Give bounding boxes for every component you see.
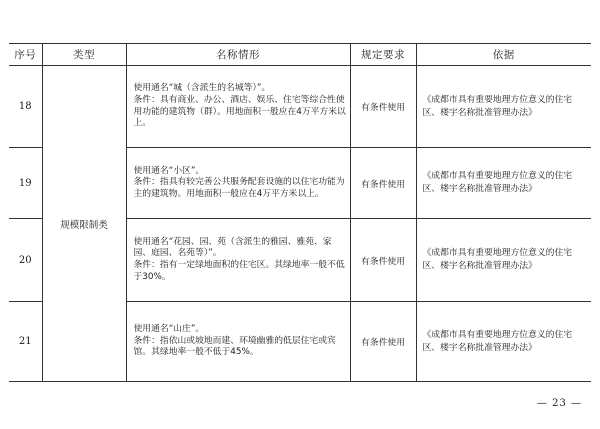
header-requirement: 规定要求: [350, 44, 416, 66]
condition-line: 条件：指依山或坡地而建、环境幽雅的低层住宅或宾馆。其绿地率一般不低于45%。: [133, 335, 336, 358]
basis-cell: 《成都市具有重要地理方位意义的住宅区、楼宇名称批准管理办法》: [416, 66, 591, 148]
name-situation-cell: [126, 148, 350, 219]
requirement-cell: 有条件使用: [350, 219, 416, 302]
category-cell: 规模限制类: [42, 66, 126, 382]
name-situation-cell: [126, 66, 350, 148]
table-header-row: [9, 44, 591, 66]
row-number: 18: [9, 66, 42, 148]
header-type: 类型: [42, 44, 126, 66]
name-situation-cell: [126, 219, 350, 302]
page-number: — 23 —: [536, 398, 582, 409]
usage-line: 使用通名“小区”。: [133, 165, 205, 176]
condition-line: 条件：指有一定绿地面积的住宅区。其绿地率一般不低于30%。: [133, 260, 345, 282]
usage-line: 使用通名“山庄”。: [133, 324, 205, 335]
requirement-cell: 有条件使用: [350, 302, 416, 382]
requirement-cell: 有条件使用: [350, 148, 416, 219]
table-row: [9, 66, 591, 148]
regulation-table: [9, 43, 591, 382]
basis-cell: 《成都市具有重要地理方位意义的住宅区、楼宇名称批准管理办法》: [416, 219, 591, 302]
row-number: 21: [9, 302, 42, 382]
header-basis: 依据: [416, 44, 591, 66]
condition-line: 条件：指具有较完善公共服务配套设施的以住宅功能为主的建筑物。用地面积一般应在4万平方米以上。: [133, 177, 345, 199]
basis-cell: 《成都市具有重要地理方位意义的住宅区、楼宇名称批准管理办法》: [416, 302, 591, 382]
usage-line: 使用通名“城（含派生的名城等）”。: [133, 83, 271, 94]
row-number: 19: [9, 148, 42, 219]
header-name-situation: 名称情形: [126, 44, 350, 66]
name-situation-cell: [126, 302, 350, 382]
header-serial: 序号: [9, 44, 42, 66]
condition-line: 条件：具有商业、办公、酒店、娱乐、住宅等综合性使用功能的建筑物（群）。用地面积一般应在4万平方米以上。: [133, 94, 346, 129]
requirement-cell: 有条件使用: [350, 66, 416, 148]
row-number: 20: [9, 219, 42, 302]
basis-cell: 《成都市具有重要地理方位意义的住宅区、楼宇名称批准管理办法》: [416, 148, 591, 219]
usage-line: 使用通名“花园、园、苑（含派生的雅园、雅苑、家园、庭园、名苑等）”。: [133, 236, 332, 259]
